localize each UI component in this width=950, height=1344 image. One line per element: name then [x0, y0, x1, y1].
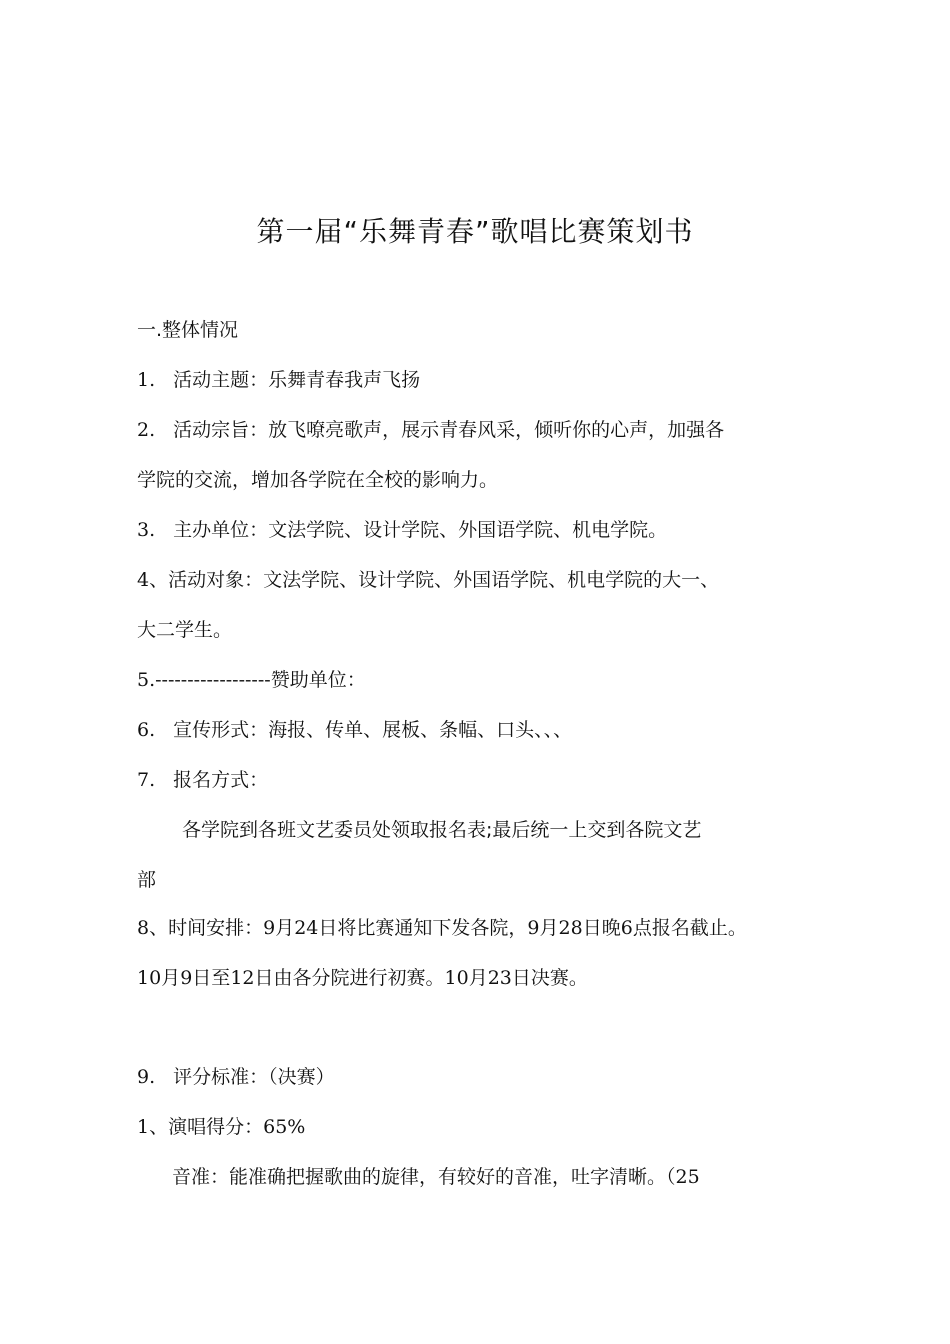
item-number: 9.	[137, 1066, 156, 1088]
schedule-number: 6	[620, 917, 633, 939]
list-item	[137, 568, 719, 592]
schedule-number: 8	[137, 917, 150, 939]
schedule-text: 日将比赛通知下发各院，	[318, 917, 528, 939]
schedule-line	[137, 966, 588, 990]
schedule-text: 月	[539, 917, 559, 939]
schedule-text: 月	[275, 917, 295, 939]
list-item	[137, 668, 366, 692]
section-heading: 一.整体情况	[137, 319, 239, 341]
schedule-number: 9	[527, 917, 540, 939]
item-text: 活动主题：乐舞青春我声飞扬	[173, 369, 421, 391]
signup-detail-continuation: 部	[137, 869, 157, 891]
schedule-number: 23	[487, 967, 512, 989]
schedule-text: 日晚	[582, 917, 621, 939]
item-text: 赞助单位：	[270, 669, 366, 691]
item-number: 6.	[137, 719, 156, 741]
schedule-text: 日至	[192, 967, 231, 989]
schedule-number: 12	[230, 967, 255, 989]
schedule-text: 月	[161, 967, 181, 989]
item-number: 3.	[137, 519, 156, 541]
singing-score	[137, 1115, 305, 1139]
item-number: 5.------------------	[137, 669, 271, 691]
schedule-text: 、时间安排：	[149, 917, 264, 939]
item-text: 宣传形式：海报、传单、展板、条幅、口头、、、	[173, 719, 573, 741]
criteria-text: 音准：能准确把握歌曲的旋律，有较好的音准，吐字清晰。	[172, 1166, 667, 1188]
schedule-text: 日由各分院进行初赛。	[254, 967, 445, 989]
item-text: 报名方式：	[173, 769, 269, 791]
list-item-continuation	[137, 468, 498, 492]
item-number: 1.	[137, 369, 156, 391]
schedule-number: 24	[294, 917, 319, 939]
item-number: 4	[137, 569, 150, 591]
list-item	[137, 518, 667, 542]
item-number: 2.	[137, 419, 156, 441]
schedule-text: 日决赛。	[511, 967, 588, 989]
schedule-text: 月	[468, 967, 488, 989]
schedule-number: 9	[180, 967, 193, 989]
item-text: 活动宗旨：放飞嘹亮歌声，展示青春风采，倾听你的心声，加强各	[173, 419, 725, 441]
item-text: 、演唱得分：	[149, 1116, 264, 1138]
list-item	[137, 368, 420, 392]
criteria-points: （25	[666, 1166, 700, 1188]
document-title: 第一届“乐舞青春”歌唱比赛策划书	[256, 215, 694, 248]
schedule-number: 28	[558, 917, 583, 939]
item-text: 、活动对象：文法学院、设计学院、外国语学院、机电学院的大一、	[149, 569, 720, 591]
schedule-text: 点报名截止。	[632, 917, 747, 939]
list-item	[137, 768, 268, 792]
item-text: 大二学生。	[137, 619, 233, 641]
schedule-number: 10	[444, 967, 469, 989]
score-value: 65%	[263, 1116, 306, 1138]
list-item	[137, 718, 572, 742]
schedule-number: 9	[263, 917, 276, 939]
pitch-criteria	[172, 1165, 700, 1189]
schedule-line	[137, 916, 747, 940]
item-text: 主办单位：文法学院、设计学院、外国语学院、机电学院。	[173, 519, 668, 541]
scoring-heading	[137, 1065, 335, 1089]
schedule-number: 10	[137, 967, 162, 989]
item-text: 学院的交流，增加各学院在全校的影响力。	[137, 469, 499, 491]
signup-detail: 各学院到各班文艺委员处领取报名表;最后统一上交到各院文艺	[182, 819, 702, 841]
list-item-continuation	[137, 618, 232, 642]
list-item	[137, 418, 724, 442]
item-number: 7.	[137, 769, 156, 791]
item-text: 评分标准：（决赛）	[173, 1066, 335, 1088]
item-number: 1	[137, 1116, 150, 1138]
